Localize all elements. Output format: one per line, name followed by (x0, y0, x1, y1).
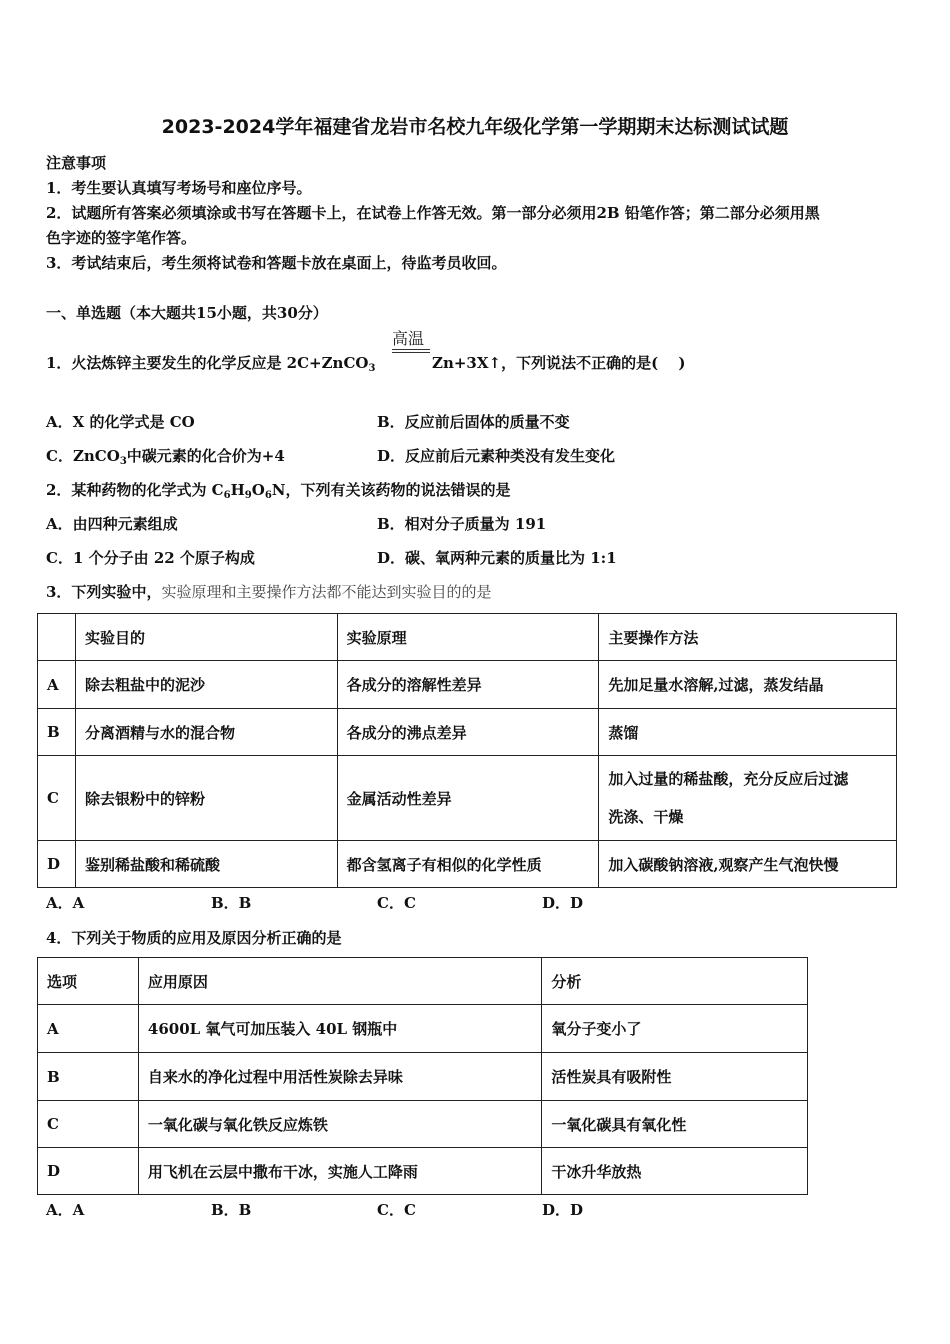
notice-item: 色字迹的签字笔作答。 (46, 229, 197, 247)
cell-method: 加入碳酸钠溶液,观察产生气泡快慢 (599, 841, 897, 888)
table-row (38, 756, 897, 841)
cell-reason: 用飞机在云层中撒布干冰，实施人工降雨 (138, 1148, 541, 1195)
page-title: 2023-2024学年福建省龙岩市名校九年级化学第一学期期末达标测试试题 (161, 116, 789, 138)
q1-option-c (46, 445, 285, 467)
reaction-condition: 高温 (392, 329, 425, 348)
q2-sub: 6 (264, 490, 272, 501)
table-header-row (38, 614, 897, 661)
q4-stem: 4．下列关于物质的应用及原因分析正确的是 (46, 929, 342, 947)
q2-sub: 6 (223, 490, 231, 501)
notice-heading: 注意事项 (46, 154, 107, 172)
q2-stem (46, 479, 511, 501)
cell-analysis: 一氧化碳具有氧化性 (542, 1101, 808, 1148)
cell-method-line: 洗涤、干燥 (608, 808, 684, 826)
cell-reason: 4600L 氧气可加压装入 40L 钢瓶中 (138, 1005, 541, 1053)
q4-answer-b: B．B (211, 1201, 252, 1219)
q1-option-c-b: 中碳元素的化合价为+4 (126, 447, 285, 465)
cell-purpose: 分离酒精与水的混合物 (75, 709, 337, 756)
table-header-row (38, 958, 808, 1005)
q1-option-c-a: C．ZnCO (46, 447, 120, 465)
table-row (38, 709, 897, 756)
table-row (38, 661, 897, 709)
q1-option-a: A．X 的化学式是 CO (46, 413, 195, 431)
q4-answer-d: D．D (542, 1201, 584, 1219)
reaction-arrow-line (392, 349, 430, 350)
cell-analysis: 氧分子变小了 (542, 1005, 808, 1053)
q2-option-d: D．碳、氧两种元素的质量比为 1:1 (377, 549, 617, 567)
cell-analysis: 活性炭具有吸附性 (542, 1053, 808, 1101)
row-label: C (38, 756, 76, 841)
q1-stem-b: Zn+3X↑，下列说法不正确的是( ) (432, 354, 686, 372)
cell-analysis: 干冰升华放热 (542, 1148, 808, 1195)
table-row (38, 1005, 808, 1053)
row-label: B (38, 1053, 139, 1101)
q3-answer-d: D．D (542, 894, 584, 912)
q2-option-a: A．由四种元素组成 (46, 515, 178, 533)
notice-item: 2．试题所有答案必须填涂或书写在答题卡上，在试卷上作答无效。第一部分必须用2B 铅笔作答；第二部分必须用黑 (46, 204, 820, 222)
cell-principle: 都含氢离子有相似的化学性质 (337, 841, 599, 888)
q1-option-d: D．反应前后元素种类没有发生变化 (377, 447, 616, 465)
q3-table (37, 613, 897, 888)
q2-option-c: C．1 个分子由 22 个原子构成 (46, 549, 255, 567)
q2-sub: 9 (244, 490, 252, 501)
q1-stem-a: 1．火法炼锌主要发生的化学反应是 2C+ZnCO (46, 354, 369, 372)
notice-item: 1．考生要认真填写考场号和座位序号。 (46, 179, 312, 197)
cell-principle: 金属活动性差异 (337, 756, 599, 841)
cell-method: 蒸馏 (599, 709, 897, 756)
section-heading: 一、单选题（本大题共15小题，共30分） (46, 304, 328, 322)
cell-reason: 自来水的净化过程中用活性炭除去异味 (138, 1053, 541, 1101)
q3-answer-b: B．B (211, 894, 252, 912)
table-header-cell: 分析 (542, 958, 808, 1005)
q3-answer-c: C．C (377, 894, 416, 912)
row-label: C (38, 1101, 139, 1148)
cell-method (599, 756, 897, 841)
q4-table (37, 957, 808, 1195)
q1-option-b: B．反应前后固体的质量不变 (377, 413, 570, 431)
q3-answer-a: A．A (46, 894, 85, 912)
table-header-cell: 应用原因 (138, 958, 541, 1005)
cell-method: 先加足量水溶解,过滤，蒸发结晶 (599, 661, 897, 709)
table-row (38, 841, 897, 888)
q4-answer-a: A．A (46, 1201, 85, 1219)
table-row (38, 1148, 808, 1195)
q4-answer-c: C．C (377, 1201, 416, 1219)
table-row (38, 1053, 808, 1101)
cell-principle: 各成分的沸点差异 (337, 709, 599, 756)
table-header-cell: 实验目的 (75, 614, 337, 661)
row-label: D (38, 1148, 139, 1195)
q1-stem (46, 352, 375, 374)
q2-o: O (251, 481, 265, 499)
cell-purpose: 除去银粉中的锌粉 (75, 756, 337, 841)
cell-principle: 各成分的溶解性差异 (337, 661, 599, 709)
reaction-arrow-line (392, 352, 430, 353)
table-row (38, 1101, 808, 1148)
row-label: D (38, 841, 76, 888)
cell-method-line: 加入过量的稀盐酸，充分反应后过滤 (608, 770, 849, 788)
q3-stem-b: 实验原理和主要操作方法都不能达到实验目的的是 (161, 583, 492, 601)
cell-purpose: 鉴别稀盐酸和稀硫酸 (75, 841, 337, 888)
cell-reason: 一氧化碳与氧化铁反应炼铁 (138, 1101, 541, 1148)
row-label: A (38, 661, 76, 709)
row-label: A (38, 1005, 139, 1053)
q2-option-b: B．相对分子质量为 191 (377, 515, 547, 533)
table-header-cell: 实验原理 (337, 614, 599, 661)
q2-stem-b: N，下列有关该药物的说法错误的是 (271, 481, 511, 499)
row-label: B (38, 709, 76, 756)
q2-h: H (230, 481, 245, 499)
table-header-cell (38, 614, 76, 661)
notice-item: 3．考试结束后，考生须将试卷和答题卡放在桌面上，待监考员收回。 (46, 254, 507, 272)
q3-stem-a: 3．下列实验中， (46, 583, 162, 601)
cell-purpose: 除去粗盐中的泥沙 (75, 661, 337, 709)
q3-stem (46, 581, 491, 602)
q1-option-c-subscript: 3 (119, 456, 127, 467)
table-header-cell: 选项 (38, 958, 139, 1005)
table-header-cell: 主要操作方法 (599, 614, 897, 661)
q2-stem-a: 2．某种药物的化学式为 C (46, 481, 224, 499)
q1-subscript: 3 (368, 363, 376, 374)
